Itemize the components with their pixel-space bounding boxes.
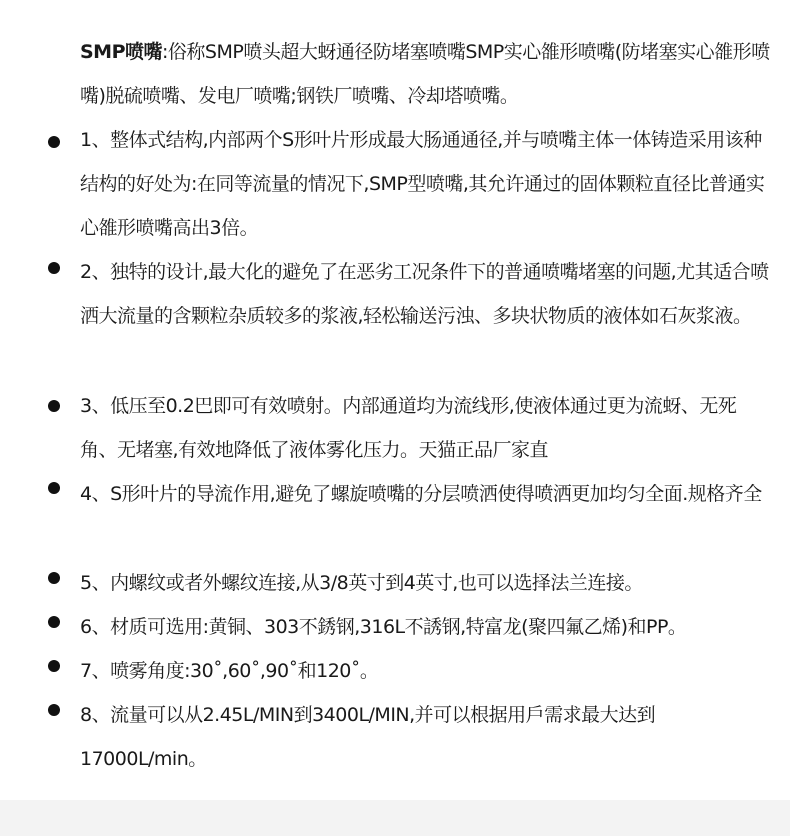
intro-text: :俗称SMP喷头超大蚜通径防堵塞喷嘴SMP实心雒形喷嘴(防堵塞实心雒形喷嘴)脱硫喷嘴、发电厂喷嘴;钢铁厂喷嘴、冷却塔喷嘴。 xyxy=(80,41,770,107)
bullet-icon xyxy=(48,704,60,716)
list-item-text: 7、喷雾角度:30˚,60˚,90˚和120˚。 xyxy=(80,660,379,682)
list-item-text: 2、独特的设计,最大化的避免了在恶劣工况条件下的普通喷嘴堵塞的问题,尤其适合喷洒大流量的含颗粒杂质较多的浆液,轻松输送污浊、多块状物质的液体如石灰浆液。 xyxy=(80,261,769,327)
page-footer-strip xyxy=(0,800,790,836)
bullet-icon xyxy=(48,400,60,412)
list-item-text: 5、内螺纹或者外螺纹连接,从3/8英寸到4英寸,也可以选择法兰连接。 xyxy=(80,572,643,594)
intro-lead: SMP喷嘴 xyxy=(80,41,163,63)
bullet-icon xyxy=(48,616,60,628)
intro-paragraph xyxy=(80,30,770,118)
list-item-text: 8、流量可以从2.45L/MIN到3400L/MIN,并可以根据用戶需求最大达到17000L/min。 xyxy=(80,704,656,770)
list-item-text: 4、S形叶片的导流作用,避免了螺旋喷嘴的分层喷洒使得喷洒更加均匀全面.规格齐全 xyxy=(80,483,762,505)
list-item-text: 6、材质可选用:黄铜、303不銹钢,316L不誘钢,特富龙(聚四氟乙烯)和PP。 xyxy=(80,616,687,638)
bullet-icon xyxy=(48,660,60,672)
bullet-icon xyxy=(48,136,60,148)
list-item-text: 1、整体式结构,内部两个S形叶片形成最大肠通通径,并与喷嘴主体一体铸造采用该种结构的好处为:在同等流量的情况下,SMP型喷嘴,其允许通过的固体颗粒直径比普通实心雒形喷嘴高出3倍。 xyxy=(80,129,765,239)
bullet-icon xyxy=(48,572,60,584)
bullet-icon xyxy=(48,482,60,494)
list-item-text: 3、低压至0.2巴即可有效喷射。内部通道均为流线形,使液体通过更为流蚜、无死角、无堵塞,有效地降低了液体雾化压力。天猫正品厂家直 xyxy=(80,395,737,461)
bullet-icon xyxy=(48,262,60,274)
